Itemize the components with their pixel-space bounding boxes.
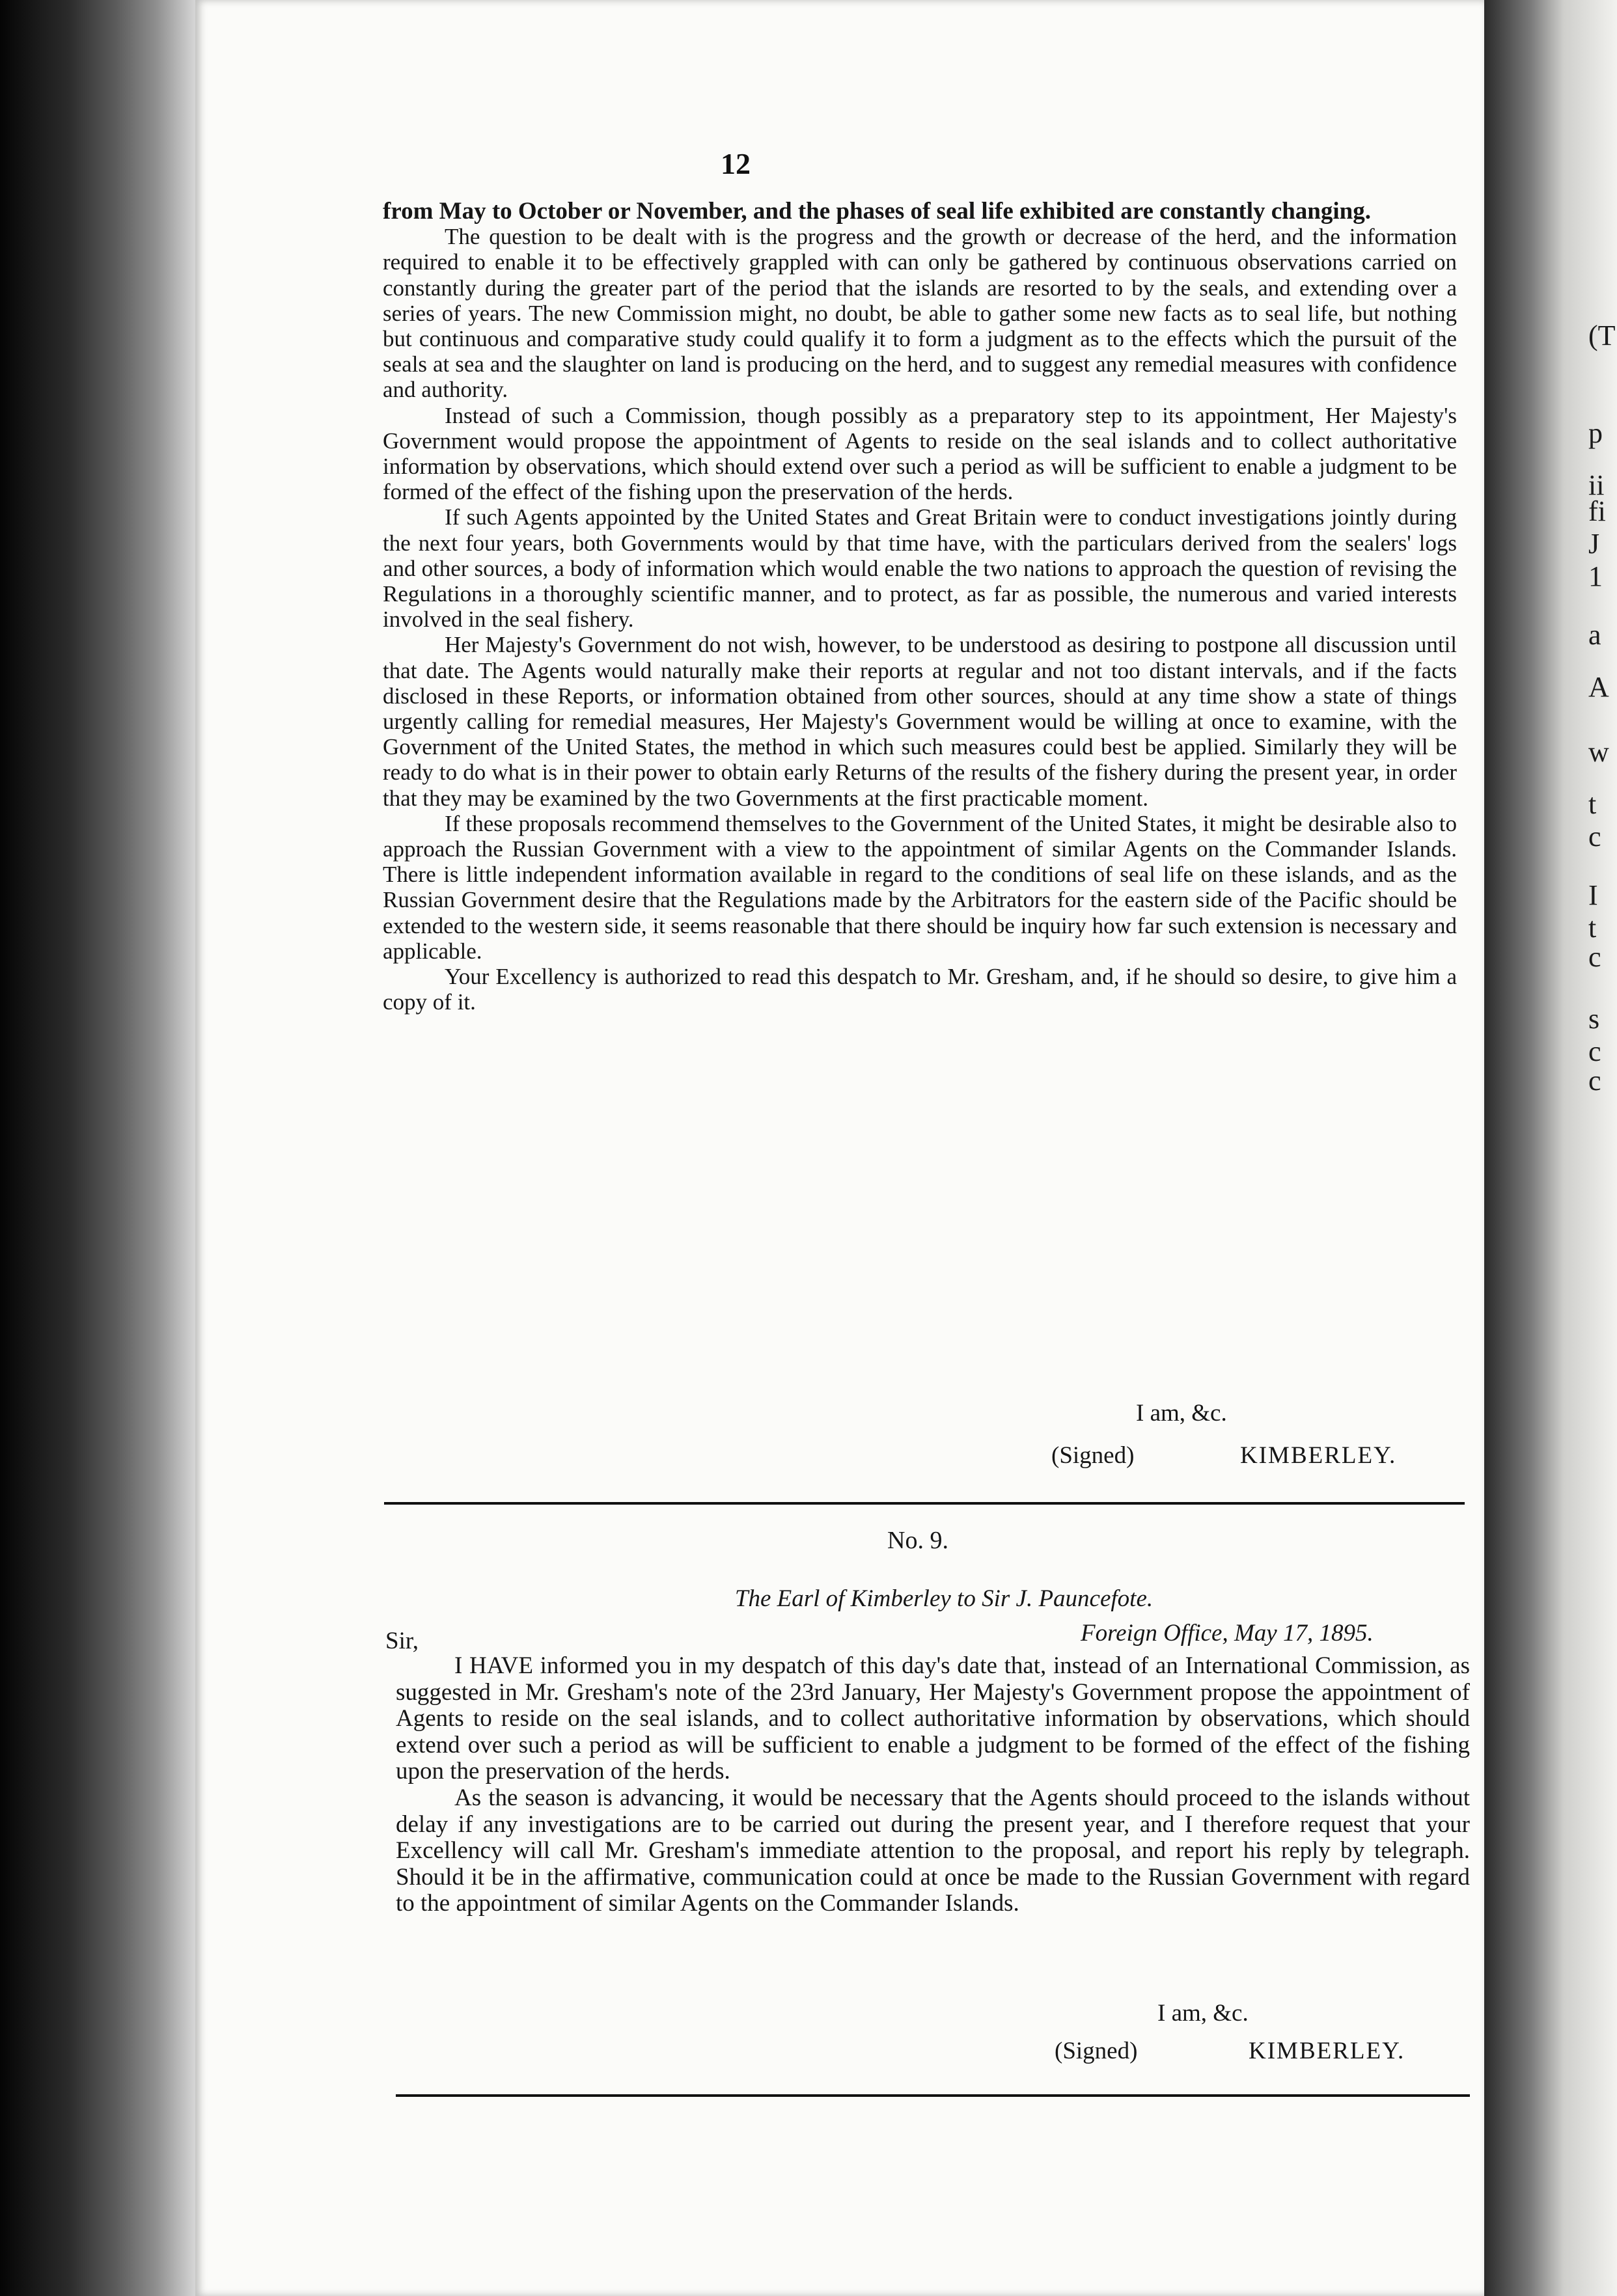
- adjacent-fragment: s: [1588, 1003, 1600, 1035]
- signed-label: (Signed): [1055, 2038, 1138, 2064]
- letter-title: The Earl of Kimberley to Sir J. Pauncefote.: [734, 1585, 1154, 1612]
- adjacent-fragment: c: [1588, 1035, 1601, 1067]
- signatory: KIMBERLEY.: [1240, 1442, 1397, 1469]
- paragraph: As the season is advancing, it would be necessary that the Agents should proceed to the islands without delay if any investigations are to be carried out during the present year, and I therefore request that your Excellency will call Mr. Gresham's immediate attention to the proposal, and report his reply by telegraph. Should it be in the affirmative, communication could at once be made to the Russian Government with regard to the appointment of similar Agents on the Commander Islands.: [396, 1784, 1470, 1917]
- paragraph: If these proposals recommend themselves to the Government of the United States, it might be desirable also to approach the Russian Government with a view to the appointment of similar Agents on the Commander Islands. There is little independent information available in regard to the conditions of seal life on these islands, and as the Russian Government desire that the Regulations made by the Arbitrators for the eastern side of the Pacific should be extended to the western side, it seems reasonable that there should be inquiry how far such extension is necessary and applicable.: [383, 810, 1457, 964]
- paragraph: Your Excellency is authorized to read this despatch to Mr. Gresham, and, if he should so desire, to give him a copy of it.: [383, 964, 1457, 1015]
- adjacent-fragment: a: [1588, 619, 1601, 651]
- despatch-body: [383, 198, 1457, 1015]
- adjacent-fragment: c: [1588, 1065, 1601, 1097]
- signatory: KIMBERLEY.: [1249, 2038, 1405, 2064]
- closing-phrase: I am, &c.: [1136, 1400, 1227, 1427]
- paragraph: The question to be dealt with is the progress and the growth or decrease of the herd, and the information required to enable it to be effectively grappled with can only be gathered by continuous observations carried on constantly during the greater part of the period that the islands are resorted to by the seals, and extending over a series of years. The new Commission might, no doubt, be able to gather some new facts as to seal life, but nothing but continuous and comparative study could qualify it to form a judgment as to the effects which the pursuit of the seals at sea and the slaughter on land is producing on the herd, and to suggest any remedial measures with confidence and authority.: [383, 224, 1457, 403]
- page-number: 12: [721, 147, 751, 180]
- adjacent-fragment: 1: [1588, 560, 1603, 592]
- adjacent-fragment: (T: [1588, 320, 1616, 351]
- adjacent-fragment: t: [1588, 912, 1597, 944]
- section-divider: [396, 2094, 1470, 2097]
- section-divider: [384, 1502, 1465, 1505]
- adjacent-fragment: c: [1588, 941, 1601, 973]
- adjacent-fragment: A: [1588, 671, 1609, 703]
- paragraph: Instead of such a Commission, though possibly as a preparatory step to its appointment, Her Majesty's Government would propose the appointment of Agents to reside on the seal islands and to collect authoritative information by observations, which should extend over such a period as will be sufficient to enable a judgment to be formed of the effect of the fishing upon the preservation of the herds.: [383, 402, 1457, 505]
- letter-body: [396, 1653, 1470, 1917]
- adjacent-fragment: I: [1588, 879, 1598, 911]
- salutation: Sir,: [385, 1628, 419, 1654]
- adjacent-page-fragments: [1588, 0, 1617, 2296]
- adjacent-fragment: ii: [1588, 469, 1605, 501]
- paragraph-continuation: from May to October or November, and the phases of seal life exhibited are constantly changing.: [383, 198, 1371, 225]
- adjacent-fragment: c: [1588, 821, 1601, 853]
- signed-label: (Signed): [1051, 1442, 1135, 1469]
- adjacent-fragment: w: [1588, 736, 1609, 768]
- paragraph: If such Agents appointed by the United States and Great Britain were to conduct investigations jointly during the next four years, both Governments would by that time have, with the particulars derived from the sealers' logs and other sources, a body of information which would enable the two nations to approach the question of revising the Regulations in a thoroughly scientific manner, and to protect, as far as possible, the numerous and varied interests involved in the seal fishery.: [383, 504, 1457, 633]
- paragraph: I HAVE informed you in my despatch of this day's date that, instead of an International Commission, as suggested in Mr. Gresham's note of the 23rd January, Her Majesty's Government propose the appointment of Agents to reside on the seal islands, and to collect authoritative information by observations, which should extend over such a period as will be sufficient to enable a judgment to be formed of the effect of the fishing upon the preservation of the herds.: [396, 1652, 1470, 1785]
- dateline: Foreign Office, May 17, 1895.: [1081, 1620, 1374, 1647]
- paragraph: Her Majesty's Government do not wish, however, to be understood as desiring to postpone all discussion until that date. The Agents would naturally make their reports at regular and not too distant intervals, and if the facts disclosed in these Reports, or information obtained from other sources, should at any time show a state of things urgently calling for remedial measures, Her Majesty's Government would be willing at once to examine, with the Government of the United States, the method in which such measures could best be applied. Similarly they will be ready to do what is in their power to obtain early Returns of the results of the fishery during the present year, in order that they may be examined by the two Governments at the first practicable moment.: [383, 632, 1457, 811]
- scan-binding-left: [0, 0, 195, 2296]
- adjacent-fragment: p: [1588, 417, 1603, 449]
- adjacent-fragment: J: [1588, 528, 1600, 560]
- document-number: No. 9.: [887, 1527, 948, 1554]
- closing-phrase: I am, &c.: [1157, 2000, 1249, 2027]
- adjacent-fragment: t: [1588, 788, 1597, 820]
- adjacent-fragment: fi: [1588, 495, 1606, 527]
